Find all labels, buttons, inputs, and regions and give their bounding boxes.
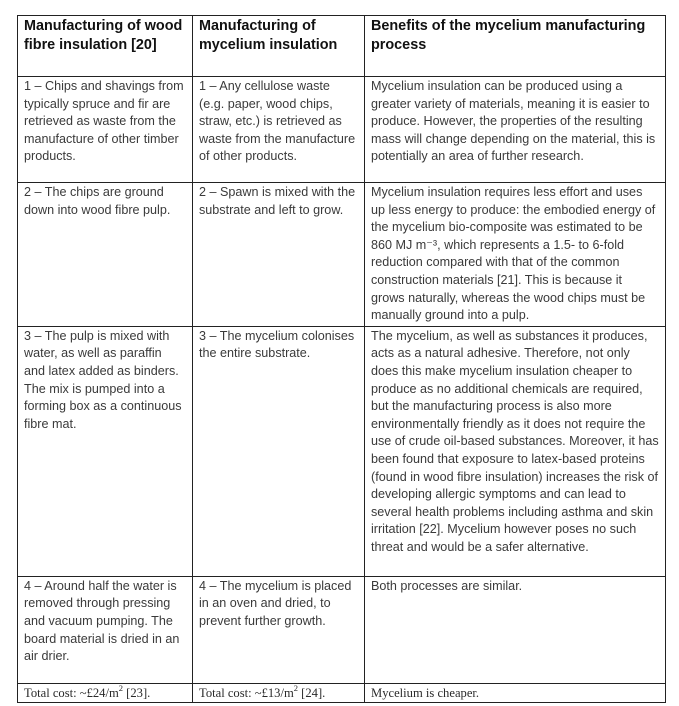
table-row (18, 326, 666, 576)
cell-wood-step-1: 1 – Chips and shavings from typically spruce and fir are retrieved as waste from the manufacture of other timber products. (18, 77, 193, 183)
cell-mycelium-step-4: 4 – The mycelium is placed in an oven and dried, to prevent further growth. (193, 576, 365, 683)
cell-benefit-2: Mycelium insulation requires less effort and uses up less energy to produce: the embodied energy of the mycelium bio-composite was estimated to be 860 MJ m⁻³, which represents a 1.5- to 6-fold reduction compared with that of the common construction materials [21]. This is because it grows naturally, whereas the wood chips must be manually ground into a pulp. (365, 183, 666, 327)
total-cost-row (18, 683, 666, 702)
comparison-table (17, 15, 666, 703)
cell-mycelium-total (193, 683, 365, 702)
wood-total-prefix: Total cost: ~£24/m (24, 685, 119, 700)
header-mycelium: Manufacturing of mycelium insulation (193, 16, 365, 77)
wood-total-exponent: 2 (118, 682, 124, 693)
cell-wood-total (18, 683, 193, 702)
mycelium-total-suffix: [24]. (298, 685, 326, 700)
cell-benefit-total: Mycelium is cheaper. (365, 683, 666, 702)
table-row (18, 576, 666, 683)
cell-mycelium-step-1: 1 – Any cellulose waste (e.g. paper, wood chips, straw, etc.) is retrieved as waste from the manufacture of other products. (193, 77, 365, 183)
cell-wood-step-4: 4 – Around half the water is removed through pressing and vacuum pumping. The board material is dried in an air drier. (18, 576, 193, 683)
cell-mycelium-step-3: 3 – The mycelium colonises the entire substrate. (193, 326, 365, 576)
mycelium-total-prefix: Total cost: ~£13/m (199, 685, 294, 700)
cell-wood-step-3: 3 – The pulp is mixed with water, as well as paraffin and latex added as binders. The mix is pumped into a forming box as a continuous fibre mat. (18, 326, 193, 576)
cell-benefit-3: The mycelium, as well as substances it produces, acts as a natural adhesive. Therefore, not only does this make mycelium insulation cheaper to produce as no additional chemicals are required, but the manufacturing process is also more environmentally friendly as it does not require the use of crude oil-based substances. Moreover, it has been found that exposure to latex-based proteins (found in wood fibre insulation) increases the risk of developing allergic symptoms and can lead to several health problems including asthma and skin irritation [22]. Mycelium however poses no such threat and would be a safer alternative. (365, 326, 666, 576)
cell-benefit-4: Both processes are similar. (365, 576, 666, 683)
table-row (18, 183, 666, 327)
mycelium-total-exponent: 2 (293, 682, 299, 693)
cell-mycelium-step-2: 2 – Spawn is mixed with the substrate and left to grow. (193, 183, 365, 327)
table-header-row (18, 16, 666, 77)
header-wood-fibre: Manufacturing of wood fibre insulation [20] (18, 16, 193, 77)
wood-total-suffix: [23]. (123, 685, 151, 700)
cell-wood-step-2: 2 – The chips are ground down into wood fibre pulp. (18, 183, 193, 327)
cell-benefit-1: Mycelium insulation can be produced using a greater variety of materials, meaning it is easier to produce. However, the properties of the resulting mass will change depending on the material, this is potentially an area of further research. (365, 77, 666, 183)
table-row (18, 77, 666, 183)
header-benefits: Benefits of the mycelium manufacturing process (365, 16, 666, 77)
